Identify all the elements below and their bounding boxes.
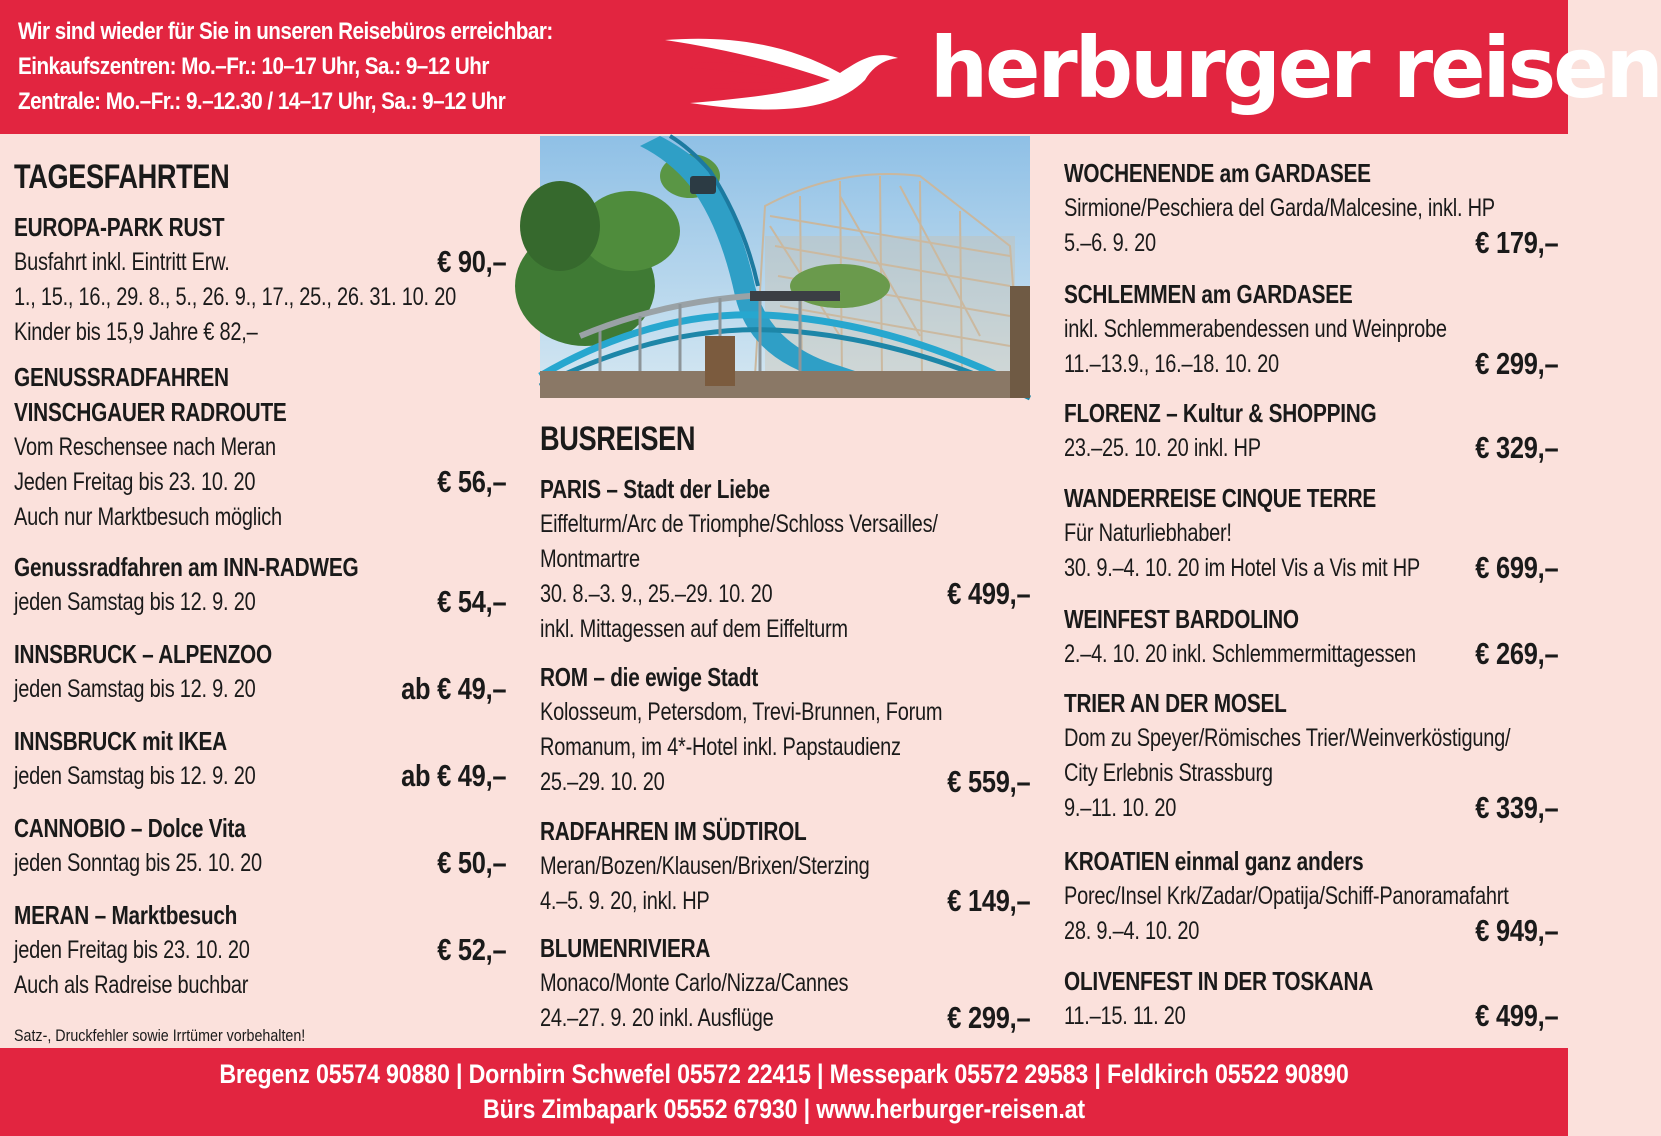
- opening-hours: [18, 14, 553, 119]
- offer-price: ab € 49,–: [400, 671, 506, 706]
- offer-title: FLORENZ – Kultur & SHOPPING: [1064, 398, 1377, 428]
- offer-line: 4.–5. 9. 20, inkl. HP: [540, 887, 710, 915]
- offer-line: 9.–11. 10. 20: [1064, 794, 1177, 822]
- offer-line: Vom Reschensee nach Meran: [14, 433, 276, 461]
- offer-price: € 299,–: [946, 1000, 1030, 1035]
- hours-line: Einkaufszentren: Mo.–Fr.: 10–17 Uhr, Sa.: 9–12 Uhr: [18, 53, 489, 80]
- offer-title: PARIS – Stadt der Liebe: [540, 474, 770, 504]
- offer-line: 2.–4. 10. 20 inkl. Schlemmermittagessen: [1064, 640, 1416, 668]
- offer-rom: [540, 660, 1030, 800]
- offer-olivenfest: [1064, 964, 1558, 1034]
- offer-inn-radweg: [14, 550, 506, 620]
- offer-trier: [1064, 686, 1558, 826]
- offer-line: Für Naturliebhaber!: [1064, 519, 1232, 547]
- offer-alpenzoo: [14, 637, 506, 707]
- offer-price: € 90,–: [436, 244, 506, 279]
- offer-line: Kinder bis 15,9 Jahre € 82,–: [14, 318, 258, 346]
- offer-line: Eiffelturm/Arc de Triomphe/Schloss Versailles/: [540, 510, 938, 538]
- offer-title: VINSCHGAUER RADROUTE: [14, 397, 287, 427]
- hours-line: Wir sind wieder für Sie in unseren Reisebüros erreichbar:: [18, 18, 553, 45]
- offer-price: € 949,–: [1474, 913, 1558, 948]
- offer-title: Genussradfahren am INN-RADWEG: [14, 552, 359, 582]
- offer-suedtirol: [540, 814, 1030, 919]
- offer-line: jeden Sonntag bis 25. 10. 20: [14, 849, 262, 877]
- offer-line: jeden Freitag bis 23. 10. 20: [14, 936, 250, 964]
- section-title: BUSREISEN: [540, 420, 696, 458]
- offer-line: 30. 9.–4. 10. 20 im Hotel Vis a Vis mit HP: [1064, 554, 1421, 582]
- offer-title: EUROPA-PARK RUST: [14, 212, 225, 242]
- offer-price: € 329,–: [1474, 430, 1558, 465]
- offer-title: INNSBRUCK – ALPENZOO: [14, 639, 272, 669]
- offer-blumenriviera: [540, 931, 1030, 1036]
- offer-price: € 54,–: [436, 584, 506, 619]
- offer-line: 24.–27. 9. 20 inkl. Ausflüge: [540, 1004, 774, 1032]
- offer-price: € 149,–: [946, 883, 1030, 918]
- offer-title: MERAN – Marktbesuch: [14, 900, 238, 930]
- offer-line: Monaco/Monte Carlo/Nizza/Cannes: [540, 969, 849, 997]
- offer-line: 28. 9.–4. 10. 20: [1064, 917, 1200, 945]
- offer-line: 5.–6. 9. 20: [1064, 229, 1156, 257]
- offer-line: 1., 15., 16., 29. 8., 5., 26. 9., 17., 25., 26. 31. 10. 20: [14, 283, 456, 311]
- bird-icon: [660, 18, 905, 118]
- column-tagesfahrten: [14, 134, 506, 1046]
- offer-cinque-terre: [1064, 481, 1558, 586]
- offer-price: € 299,–: [1474, 346, 1558, 381]
- offer-line: Dom zu Speyer/Römisches Trier/Weinverköstigung/: [1064, 724, 1511, 752]
- header-banner: [0, 0, 1661, 134]
- offer-line: Auch nur Marktbesuch möglich: [14, 503, 282, 531]
- offer-title: OLIVENFEST IN DER TOSKANA: [1064, 966, 1374, 996]
- column-reisen: [1064, 134, 1558, 1046]
- offer-line: jeden Samstag bis 12. 9. 20: [14, 588, 256, 616]
- offer-kroatien: [1064, 844, 1558, 949]
- offer-title: CANNOBIO – Dolce Vita: [14, 813, 246, 843]
- offer-price: € 499,–: [946, 576, 1030, 611]
- offer-line: Kolosseum, Petersdom, Trevi-Brunnen, Forum: [540, 698, 943, 726]
- offer-title: TRIER AN DER MOSEL: [1064, 688, 1287, 718]
- offer-line: Busfahrt inkl. Eintritt Erw.: [14, 248, 230, 276]
- offer-line: 30. 8.–3. 9., 25.–29. 10. 20: [540, 580, 773, 608]
- offer-title: INNSBRUCK mit IKEA: [14, 726, 227, 756]
- offer-title: ROM – die ewige Stadt: [540, 662, 759, 692]
- footer-contacts: [0, 1048, 1568, 1136]
- offer-line: Auch als Radreise buchbar: [14, 971, 249, 999]
- offer-line: inkl. Schlemmerabendessen und Weinprobe: [1064, 315, 1447, 343]
- offer-line: inkl. Mittagessen auf dem Eiffelturm: [540, 615, 848, 643]
- offer-line: Meran/Bozen/Klausen/Brixen/Sterzing: [540, 852, 870, 880]
- offer-price: ab € 49,–: [400, 758, 506, 793]
- offer-title: WANDERREISE CINQUE TERRE: [1064, 483, 1377, 513]
- offer-line: City Erlebnis Strassburg: [1064, 759, 1273, 787]
- offer-line: 23.–25. 10. 20 inkl. HP: [1064, 434, 1261, 462]
- offer-meran: [14, 898, 506, 1003]
- footer-website[interactable]: Bürs Zimbapark 05552 67930 | www.herburger-reisen.at: [483, 1094, 1085, 1124]
- brand-logo: herburger reisen: [930, 19, 1661, 117]
- offer-title: WEINFEST BARDOLINO: [1064, 604, 1299, 634]
- offer-line: Romanum, im 4*-Hotel inkl. Papstaudienz: [540, 733, 901, 761]
- offer-price: € 269,–: [1474, 636, 1558, 671]
- offer-price: € 179,–: [1474, 225, 1558, 260]
- offer-line: Montmartre: [540, 545, 640, 573]
- offer-title: GENUSSRADFAHREN: [14, 362, 229, 392]
- offer-florenz: [1064, 396, 1558, 466]
- offer-price: € 56,–: [436, 464, 506, 499]
- offer-line: 11.–15. 11. 20: [1064, 1002, 1186, 1030]
- offer-wochenende-gardasee: [1064, 156, 1558, 261]
- footer-branches: Bregenz 05574 90880 | Dornbirn Schwefel 05572 22415 | Messepark 05572 29583 | Feldkirch 05522 90890: [219, 1059, 1349, 1089]
- disclaimer: Satz-, Druckfehler sowie Irrtümer vorbehalten!: [14, 1026, 306, 1045]
- offer-vinschgauer: [14, 360, 506, 535]
- offer-paris: [540, 472, 1030, 647]
- offer-line: Porec/Insel Krk/Zadar/Opatija/Schiff-Panoramafahrt: [1064, 882, 1509, 910]
- offer-title: WOCHENENDE am GARDASEE: [1064, 158, 1371, 188]
- offer-bardolino: [1064, 602, 1558, 672]
- offer-cannobio: [14, 811, 506, 881]
- offer-price: € 52,–: [436, 932, 506, 967]
- offer-title: KROATIEN einmal ganz anders: [1064, 846, 1364, 876]
- hours-line: Zentrale: Mo.–Fr.: 9.–12.30 / 14–17 Uhr, Sa.: 9–12 Uhr: [18, 88, 506, 115]
- offer-title: BLUMENRIVIERA: [540, 933, 711, 963]
- offer-price: € 559,–: [946, 764, 1030, 799]
- offer-line: jeden Samstag bis 12. 9. 20: [14, 675, 256, 703]
- offer-title: SCHLEMMEN am GARDASEE: [1064, 279, 1353, 309]
- offer-title: RADFAHREN IM SÜDTIROL: [540, 816, 807, 846]
- column-busreisen: [540, 134, 1030, 1046]
- offer-schlemmen-gardasee: [1064, 277, 1558, 382]
- offer-line: 25.–29. 10. 20: [540, 768, 665, 796]
- offer-europa-park: [14, 210, 506, 350]
- offer-ikea: [14, 724, 506, 794]
- offer-price: € 50,–: [436, 845, 506, 880]
- offer-price: € 699,–: [1474, 550, 1558, 585]
- offer-price: € 499,–: [1474, 998, 1558, 1033]
- offer-line: jeden Samstag bis 12. 9. 20: [14, 762, 256, 790]
- offer-line: Sirmione/Peschiera del Garda/Malcesine, inkl. HP: [1064, 194, 1495, 222]
- offer-line: 11.–13.9., 16.–18. 10. 20: [1064, 350, 1279, 378]
- offer-price: € 339,–: [1474, 790, 1558, 825]
- offer-line: Jeden Freitag bis 23. 10. 20: [14, 468, 256, 496]
- section-title: TAGESFAHRTEN: [14, 158, 230, 196]
